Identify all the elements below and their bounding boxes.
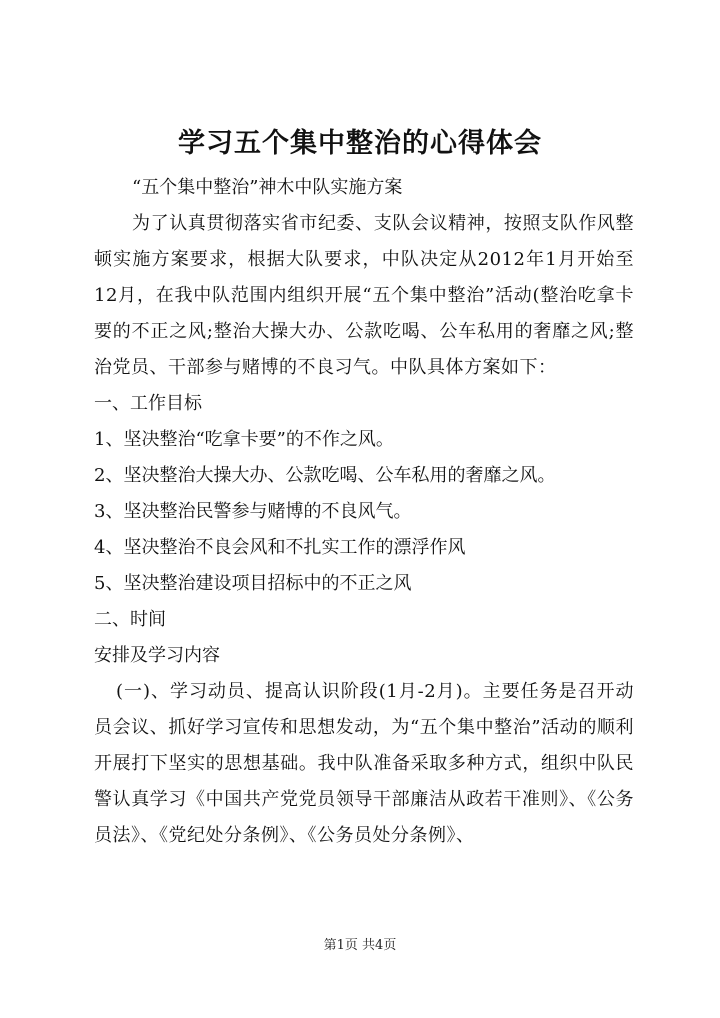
section-heading-time: 二、时间 <box>94 609 166 630</box>
section-subheading: 安排及学习内容 <box>94 645 220 666</box>
document-subtitle: “五个集中整治”神木中队实施方案 <box>132 177 403 198</box>
document-title: 学习五个集中整治的心得体会 <box>178 128 542 159</box>
stage-paragraph: (一)、学习动员、提高认识阶段(1月-2月)。主要任务是召开动员会议、抓好学习宣传和思想发动，为“五个集中整治”活动的顺利开展打下坚实的思想基础。我中队准备采取多种方式，组织中队民警认真学习《中国共产党党员领导干部廉洁从政若干准则》、《公务员法》、《党纪处分条例》、《公务员处分条例》、 <box>94 681 634 846</box>
page-footer: 第1页 共4页 <box>323 938 397 953</box>
goal-item: 1、坚决整治“吃拿卡要”的不作之风。 <box>94 429 394 450</box>
intro-paragraph: 为了认真贯彻落实省市纪委、支队会议精神，按照支队作风整顿实施方案要求，根据大队要求，中队决定从2012年1月开始至12月，在我中队范围内组织开展“五个集中整治”活动(整治吃拿卡要的不正之风;整治大操大办、公款吃喝、公车私用的奢靡之风;整治党员、干部参与赌博的不良习气。中队具体方案如下： <box>94 213 634 378</box>
document-body <box>94 170 634 854</box>
goal-item: 2、坚决整治大操大办、公款吃喝、公车私用的奢靡之风。 <box>94 465 556 486</box>
goal-item: 3、坚决整治民警参与赌博的不良风气。 <box>94 501 412 522</box>
section-heading-goals: 一、工作目标 <box>94 393 202 414</box>
goal-item: 4、坚决整治不良会风和不扎实工作的漂浮作风 <box>94 537 466 558</box>
goal-item: 5、坚决整治建设项目招标中的不正之风 <box>94 573 412 594</box>
